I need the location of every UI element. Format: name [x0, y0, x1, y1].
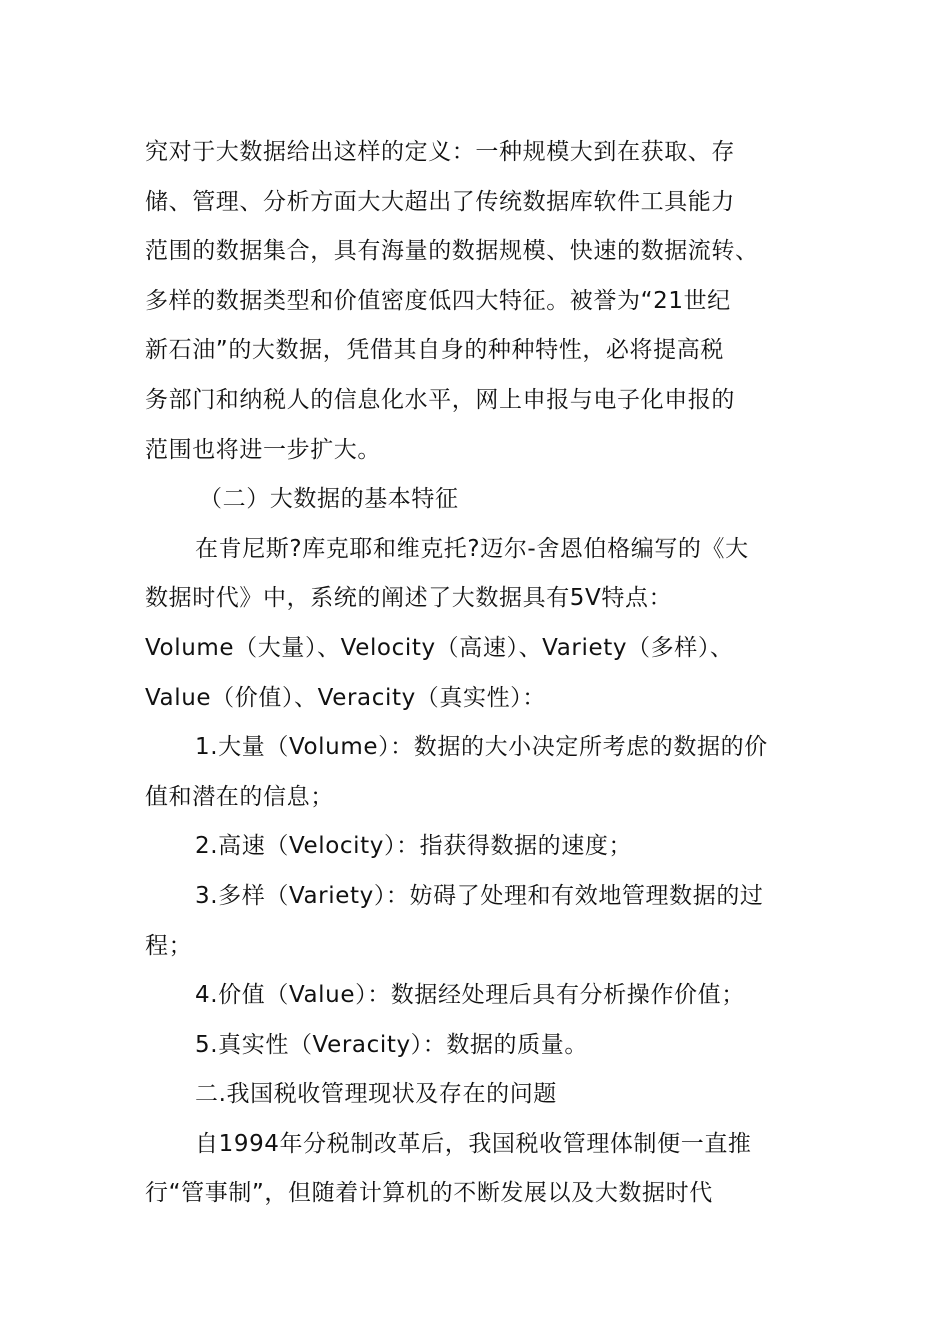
list-item-volume-continued: 值和潜在的信息；	[145, 783, 334, 810]
paragraph-line-10: 数据时代》中，系统的阐述了大数据具有5V特点：	[145, 585, 673, 612]
document-body	[145, 128, 810, 1219]
list-item-volume: 1.大量（Volume）：数据的大小决定所考虑的数据的价	[195, 734, 768, 761]
list-item-variety-continued: 程；	[145, 932, 193, 959]
paragraph-line-7: 范围也将进一步扩大。	[145, 436, 381, 463]
paragraph-line-5: 新石油”的大数据，凭借其自身的种种特性，必将提高税	[145, 337, 724, 364]
paragraph-line-21: 自1994年分税制改革后，我国税收管理体制便一直推	[195, 1130, 752, 1157]
paragraph-line-2: 储、管理、分析方面大大超出了传统数据库软件工具能力	[145, 188, 735, 215]
list-item-value: 4.价值（Value）：数据经处理后具有分析操作价值；	[195, 982, 745, 1009]
list-item-variety: 3.多样（Variety）：妨碍了处理和有效地管理数据的过	[195, 882, 764, 909]
list-item-veracity: 5.真实性（Veracity）：数据的质量。	[195, 1031, 588, 1058]
paragraph-line-9: 在肯尼斯?库克耶和维克托?迈尔-舍恩伯格编写的《大	[195, 535, 749, 562]
paragraph-line-22: 行“管事制”，但随着计算机的不断发展以及大数据时代	[145, 1180, 713, 1207]
list-item-velocity: 2.高速（Velocity）：指获得数据的速度；	[195, 833, 633, 860]
paragraph-line-11: Volume（大量）、Velocity（高速）、Variety（多样）、	[145, 634, 734, 661]
paragraph-line-4: 多样的数据类型和价值密度低四大特征。被誉为“21世纪	[145, 287, 731, 314]
section-heading-tax-management: 二.我国税收管理现状及存在的问题	[195, 1081, 557, 1108]
paragraph-line-3: 范围的数据集合，具有海量的数据规模、快速的数据流转、	[145, 238, 759, 265]
paragraph-line-12: Value（价值）、Veracity（真实性）：	[145, 684, 546, 711]
section-heading-big-data-features: （二）大数据的基本特征	[199, 486, 459, 513]
paragraph-line-6: 务部门和纳税人的信息化水平，网上申报与电子化申报的	[145, 386, 735, 413]
paragraph-line-1: 究对于大数据给出这样的定义：一种规模大到在获取、存	[145, 139, 735, 165]
